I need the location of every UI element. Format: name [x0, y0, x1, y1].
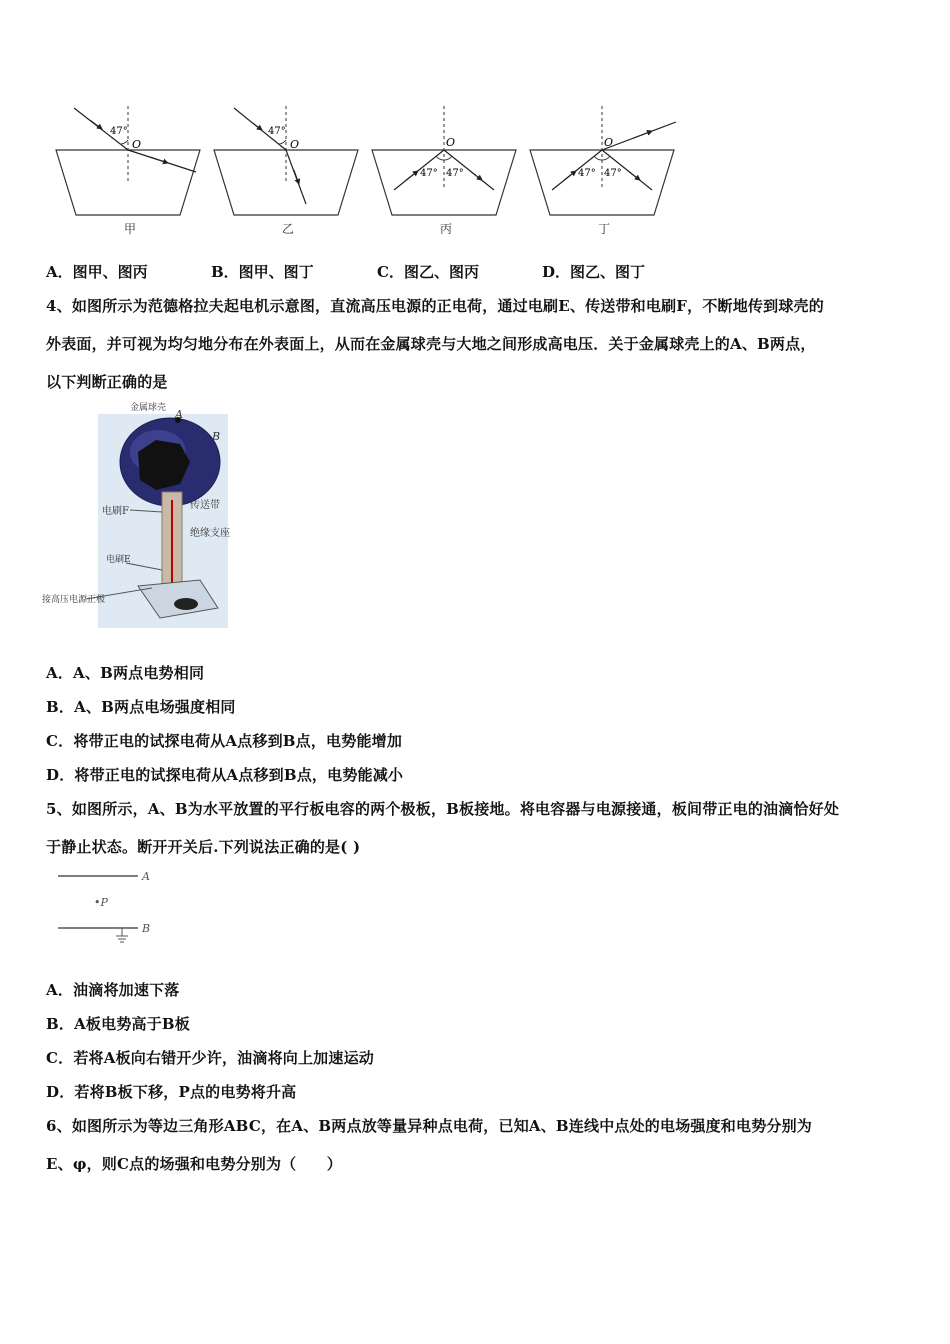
- fig1-point: O: [132, 138, 142, 151]
- label-brush-f: 电刷F: [102, 506, 129, 517]
- fig4-angle-right: 47°: [604, 168, 622, 179]
- q4-stem-line-2: 外表面，并可视为均匀地分布在外表面上，从而在金属球壳与大地之间形成高电压．关于金属球壳上的A、B两点，: [46, 335, 816, 353]
- q3-figures: [50, 100, 690, 240]
- q6-stem-line-1: 6、如图所示为等边三角形ABC，在A、B两点放等量异种点电荷，已知A、B连线中点处的电场强度和电势分别为: [46, 1117, 813, 1135]
- q5-stem-line-2: 于静止状态。断开开关后.下列说法正确的是( ): [46, 838, 361, 856]
- q4-option-b: B．A、B两点电场强度相同: [46, 698, 236, 716]
- q5-stem-line-1: 5、如图所示，A、B为水平放置的平行板电容的两个极板，B板接地。将电容器与电源接通，板间带正电的油滴恰好处: [46, 800, 840, 818]
- label-shell: 金属球壳: [130, 403, 167, 413]
- label-source: 接高压电源正极: [42, 595, 106, 605]
- prism-fig-4: [530, 106, 676, 215]
- fig4-label: 丁: [598, 222, 611, 236]
- label-brush-e: 电刷E: [106, 555, 131, 565]
- q4-option-a: A．A、B两点电势相同: [46, 664, 205, 682]
- q3-option-c: C．图乙、图丙: [377, 263, 479, 281]
- fig3-point: O: [446, 136, 456, 149]
- q5-option-c: C．若将A板向右错开少许，油滴将向上加速运动: [46, 1049, 374, 1067]
- label-b: B: [212, 430, 221, 443]
- fig1-angle: 47°: [110, 126, 128, 137]
- fig4-point: O: [604, 136, 614, 149]
- q5-option-b: B．A板电势高于B板: [46, 1015, 190, 1033]
- prism-fig-3: [372, 106, 516, 215]
- q3-option-d: D．图乙、图丁: [542, 263, 646, 281]
- fig1-label: 甲: [124, 222, 137, 236]
- q5-figure: [54, 866, 164, 946]
- q3-option-a: A．图甲、图丙: [46, 263, 148, 281]
- q4-figure-svg: [40, 400, 235, 632]
- q4-option-d: D．将带正电的试探电荷从A点移到B点，电势能减小: [46, 766, 404, 784]
- fig2-label: 乙: [282, 222, 295, 236]
- fig4-angle-left: 47°: [578, 168, 596, 179]
- q3-option-b: B．图甲、图丁: [211, 263, 314, 281]
- prism-fig-1: [56, 106, 200, 215]
- fig2-angle: 47°: [268, 126, 286, 137]
- q5-option-d: D．若将B板下移，P点的电势将升高: [46, 1083, 297, 1101]
- q3-figures-svg: [50, 100, 690, 240]
- label-support: 绝缘支座: [190, 528, 230, 539]
- label-a: A: [175, 408, 183, 421]
- q5-figure-svg: [54, 866, 164, 946]
- q5-label-a: A: [142, 870, 150, 883]
- q4-stem-line-1: 4、如图所示为范德格拉夫起电机示意图，直流高压电源的正电荷，通过电刷E、传送带和电刷F，不断地传到球壳的: [46, 297, 824, 315]
- q5-option-a: A．油滴将加速下落: [46, 981, 180, 999]
- fig3-angle-left: 47°: [420, 168, 438, 179]
- q4-option-c: C．将带正电的试探电荷从A点移到B点，电势能增加: [46, 732, 403, 750]
- prism-fig-2: [214, 106, 358, 215]
- fig3-label: 丙: [440, 222, 453, 236]
- fig2-point: O: [290, 138, 300, 151]
- label-belt: 传送带: [190, 500, 220, 511]
- q5-label-p: •P: [94, 896, 108, 909]
- q4-figure: [40, 400, 235, 632]
- fig3-angle-right: 47°: [446, 168, 464, 179]
- q4-stem-line-3: 以下判断正确的是: [46, 373, 168, 391]
- q5-label-b: B: [142, 922, 151, 935]
- q6-stem-line-2: E、φ，则C点的场强和电势分别为（ ）: [46, 1155, 342, 1173]
